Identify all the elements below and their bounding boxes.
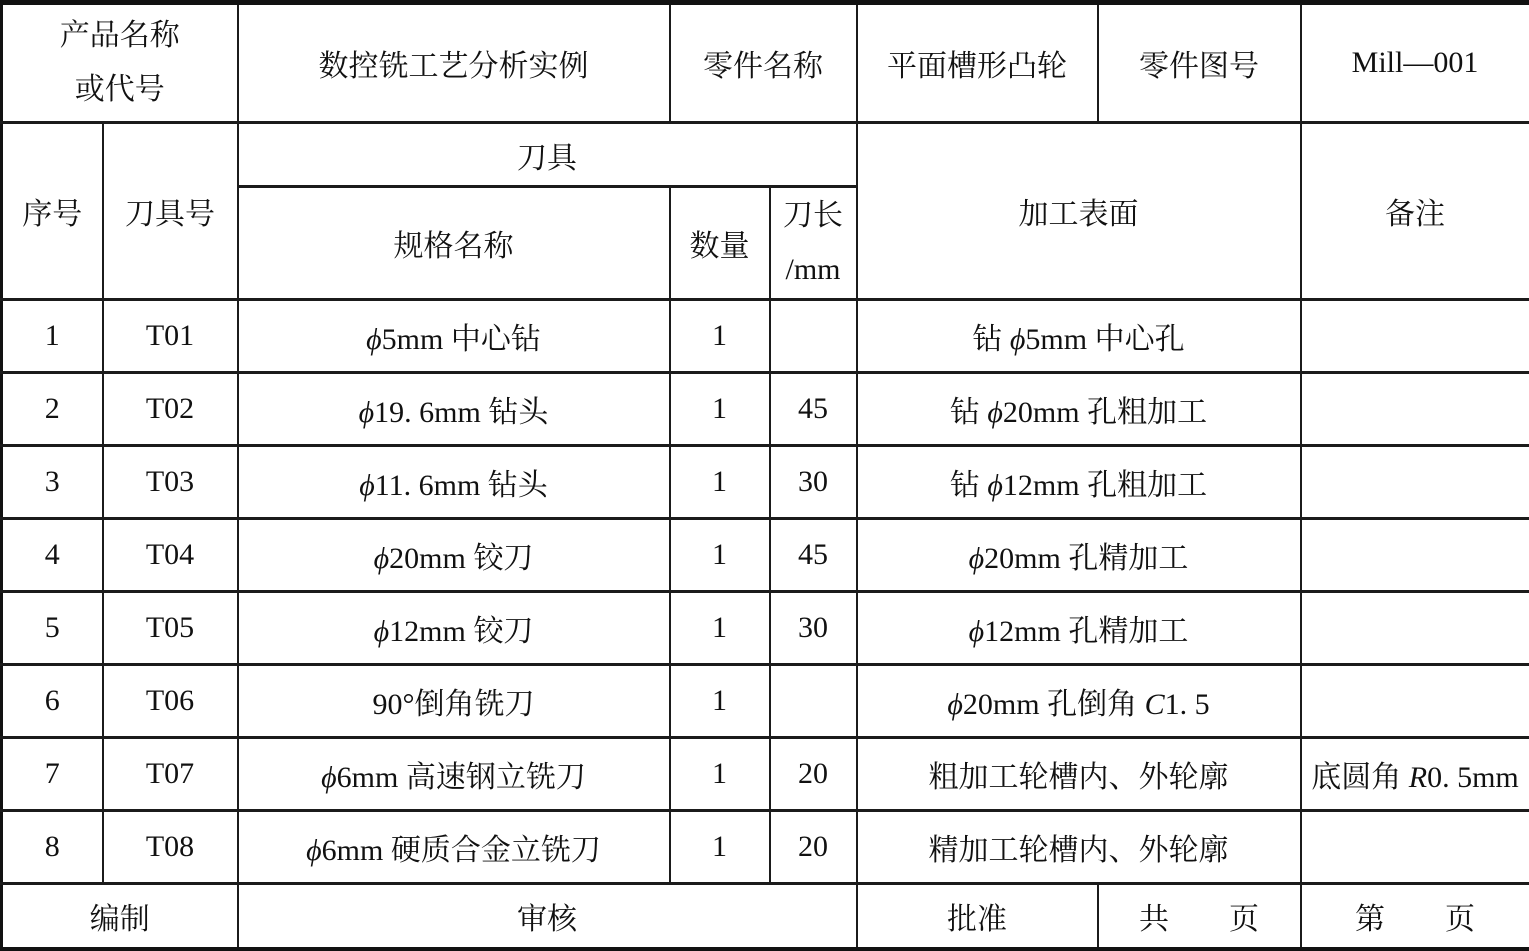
cell-seq: 7 xyxy=(2,738,103,811)
cell-seq: 2 xyxy=(2,373,103,446)
cell-header-tool-length xyxy=(770,187,857,300)
cell-remark: 底圆角 R0. 5mm xyxy=(1301,738,1529,811)
cell-approved-label: 批准 xyxy=(857,884,1098,951)
cell-qty: 1 xyxy=(670,665,770,738)
cell-part-name: 平面槽形凸轮 xyxy=(857,3,1098,123)
cell-remark xyxy=(1301,811,1529,884)
cell-surface: 钻 ϕ12mm 孔粗加工 xyxy=(857,446,1301,519)
cell-page-no: 第 页 xyxy=(1301,884,1529,951)
cell-header-remark: 备注 xyxy=(1301,123,1529,300)
table-row xyxy=(2,373,1529,446)
cell-qty: 1 xyxy=(670,592,770,665)
table-row xyxy=(2,665,1529,738)
cell-spec: ϕ6mm 高速钢立铣刀 xyxy=(238,738,670,811)
footer-row xyxy=(2,884,1529,951)
cell-remark xyxy=(1301,300,1529,373)
cell-tool-no: T05 xyxy=(103,592,238,665)
table-row xyxy=(2,592,1529,665)
table-row xyxy=(2,738,1529,811)
cell-surface: ϕ12mm 孔精加工 xyxy=(857,592,1301,665)
cell-surface: 粗加工轮槽内、外轮廓 xyxy=(857,738,1301,811)
cell-tool-no: T08 xyxy=(103,811,238,884)
cell-qty: 1 xyxy=(670,373,770,446)
cell-seq: 3 xyxy=(2,446,103,519)
cell-tool-no: T07 xyxy=(103,738,238,811)
cell-qty: 1 xyxy=(670,811,770,884)
cell-seq: 5 xyxy=(2,592,103,665)
cell-header-seq: 序号 xyxy=(2,123,103,300)
cell-len: 45 xyxy=(770,519,857,592)
cell-len: 30 xyxy=(770,446,857,519)
cell-surface: ϕ20mm 孔精加工 xyxy=(857,519,1301,592)
cell-tool-no: T06 xyxy=(103,665,238,738)
cell-product-label xyxy=(2,3,238,123)
cell-tool-no: T02 xyxy=(103,373,238,446)
cell-tool-no: T03 xyxy=(103,446,238,519)
tool-length-label-line2: /mm xyxy=(785,253,841,286)
cell-header-tool-no: 刀具号 xyxy=(103,123,238,300)
cell-qty: 1 xyxy=(670,300,770,373)
cell-header-tool-group: 刀具 xyxy=(238,123,857,187)
cell-header-spec: 规格名称 xyxy=(238,187,670,300)
cell-part-name-label: 零件名称 xyxy=(670,3,857,123)
cell-spec: ϕ20mm 铰刀 xyxy=(238,519,670,592)
cell-qty: 1 xyxy=(670,738,770,811)
cell-remark xyxy=(1301,592,1529,665)
cell-len: 20 xyxy=(770,738,857,811)
product-label-line1: 产品名称 xyxy=(59,19,180,52)
header-row-tool-group xyxy=(2,123,1529,187)
cell-remark xyxy=(1301,665,1529,738)
cell-spec: ϕ12mm 铰刀 xyxy=(238,592,670,665)
cell-len: 30 xyxy=(770,592,857,665)
cell-tool-no: T04 xyxy=(103,519,238,592)
table-row xyxy=(2,446,1529,519)
cell-spec: ϕ11. 6mm 钻头 xyxy=(238,446,670,519)
cell-spec: ϕ5mm 中心钻 xyxy=(238,300,670,373)
cell-seq: 6 xyxy=(2,665,103,738)
cell-total-pages: 共 页 xyxy=(1098,884,1301,951)
cell-prepared-label: 编制 xyxy=(2,884,238,951)
cell-surface: ϕ20mm 孔倒角 C1. 5 xyxy=(857,665,1301,738)
cell-surface: 精加工轮槽内、外轮廓 xyxy=(857,811,1301,884)
cell-spec: ϕ19. 6mm 钻头 xyxy=(238,373,670,446)
cell-seq: 1 xyxy=(2,300,103,373)
cell-header-qty: 数量 xyxy=(670,187,770,300)
cell-remark xyxy=(1301,519,1529,592)
cell-seq: 4 xyxy=(2,519,103,592)
cell-part-no-label: 零件图号 xyxy=(1098,3,1301,123)
cell-len xyxy=(770,300,857,373)
cell-seq: 8 xyxy=(2,811,103,884)
table-row xyxy=(2,519,1529,592)
cell-qty: 1 xyxy=(670,519,770,592)
table-row xyxy=(2,300,1529,373)
cell-header-surface: 加工表面 xyxy=(857,123,1301,300)
cell-reviewed-label: 审核 xyxy=(238,884,857,951)
cell-len xyxy=(770,665,857,738)
cell-remark xyxy=(1301,373,1529,446)
product-label-line2: 或代号 xyxy=(74,73,165,106)
cell-tool-no: T01 xyxy=(103,300,238,373)
cell-surface: 钻 ϕ20mm 孔粗加工 xyxy=(857,373,1301,446)
cell-qty: 1 xyxy=(670,446,770,519)
title-row xyxy=(2,3,1529,123)
cell-spec: ϕ6mm 硬质合金立铣刀 xyxy=(238,811,670,884)
cell-spec: 90°倒角铣刀 xyxy=(238,665,670,738)
table-row xyxy=(2,811,1529,884)
cell-surface: 钻 ϕ5mm 中心孔 xyxy=(857,300,1301,373)
cell-len: 20 xyxy=(770,811,857,884)
cell-part-no: Mill—001 xyxy=(1301,3,1529,123)
tool-length-label-line1: 刀长 xyxy=(783,199,843,232)
cell-sheet-title: 数控铣工艺分析实例 xyxy=(238,3,670,123)
cell-len: 45 xyxy=(770,373,857,446)
cell-remark xyxy=(1301,446,1529,519)
